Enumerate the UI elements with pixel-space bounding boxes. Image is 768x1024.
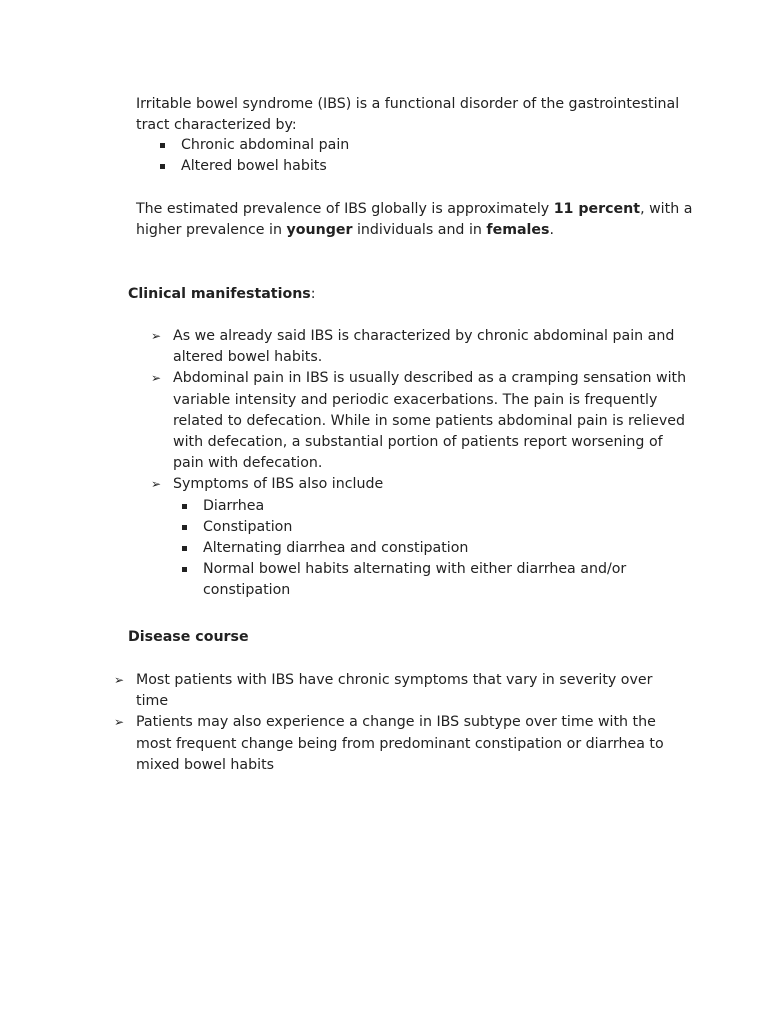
clinical-list — [151, 326, 688, 602]
list-item-text: Abdominal pain in IBS is usually described as a cramping sensation with variable intensity and periodic exacerbations. The pain is frequently related to defecation. While in some patients abdominal pain is relieved with defecation, a substantial portion of patients report worsening of pain with defecation. — [173, 370, 687, 472]
list-item-text: Symptoms of IBS also include — [173, 476, 384, 493]
list-item-text: Normal bowel habits alternating with either diarrhea and/or constipation — [203, 561, 627, 599]
prevalence-text: . — [549, 222, 555, 239]
list-item-text: Patients may also experience a change in IBS subtype over time with the most frequent change being from predominant constipation or diarrhea to mixed bowel habits — [136, 714, 664, 773]
prevalence-bold-females: females — [486, 222, 550, 239]
list-item-text: Altered bowel habits — [181, 158, 327, 175]
list-item-text: As we already said IBS is characterized by chronic abdominal pain and altered bowel habits. — [173, 328, 675, 366]
list-item-text: Constipation — [203, 518, 293, 535]
clinical-heading-text: Clinical manifestations — [128, 286, 311, 302]
list-item-text: Chronic abdominal pain — [181, 137, 350, 153]
intro-list — [181, 135, 681, 177]
list-item — [203, 559, 688, 601]
list-item-text: Most patients with IBS have chronic symptoms that vary in severity over time — [136, 672, 653, 710]
intro-text: Irritable bowel syndrome (IBS) is a functional disorder of the gastrointestinal tract characterized by: — [136, 96, 680, 134]
arrowhead-bullet-icon: ➢ — [114, 715, 125, 730]
list-item-text: Diarrhea — [203, 497, 265, 514]
arrowhead-bullet-icon: ➢ — [151, 371, 162, 386]
prevalence-bold-younger: younger — [286, 222, 353, 239]
prevalence-text: The estimated prevalence of IBS globally is approximately — [136, 201, 554, 217]
disease-course-heading — [128, 627, 249, 648]
disease-course-list — [114, 670, 676, 776]
arrowhead-bullet-icon: ➢ — [151, 477, 162, 492]
intro-paragraph — [136, 94, 696, 136]
list-item — [114, 712, 676, 776]
list-item — [203, 538, 688, 559]
list-item — [151, 326, 688, 368]
prevalence-paragraph — [136, 199, 696, 241]
list-item — [181, 156, 681, 177]
list-item — [203, 496, 688, 517]
list-item-text: Alternating diarrhea and constipation — [203, 540, 469, 557]
list-item — [181, 135, 681, 156]
symptoms-list — [203, 496, 688, 602]
prevalence-text: individuals and in — [352, 222, 487, 239]
list-item — [151, 474, 688, 601]
disease-course-heading-text: Disease course — [128, 629, 249, 645]
arrowhead-bullet-icon: ➢ — [114, 673, 125, 687]
clinical-heading-colon: : — [310, 286, 316, 302]
list-item — [151, 368, 688, 474]
list-item — [114, 670, 676, 712]
arrowhead-bullet-icon: ➢ — [151, 329, 162, 343]
prevalence-text: , with a higher prevalence in — [136, 201, 693, 239]
prevalence-bold-percent: 11 percent — [553, 201, 641, 217]
list-item — [203, 517, 688, 538]
clinical-heading — [128, 284, 316, 305]
